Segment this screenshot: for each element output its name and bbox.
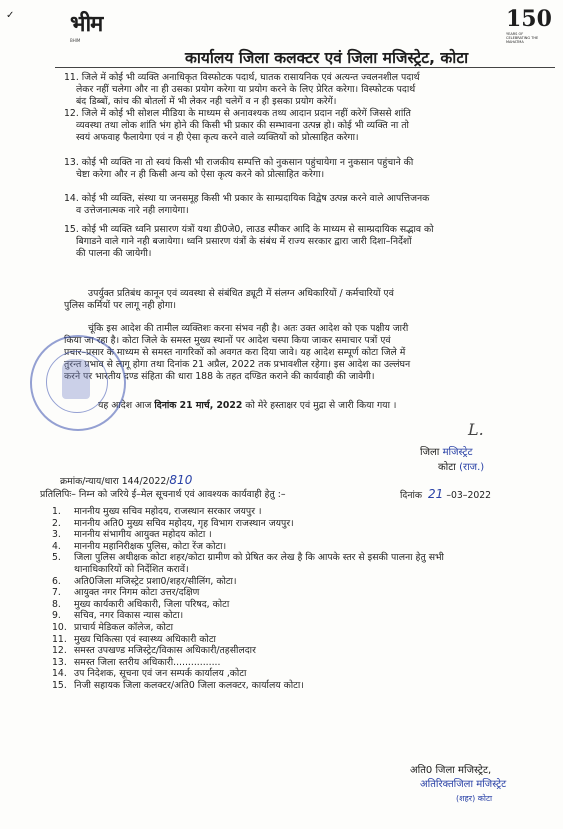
copy-item-text: सचिव, नगर विकास न्यास कोटा। [74,610,184,622]
para-line: किया जा रहा है। कोटा जिले के समस्त मुख्य स्थानों पर आदेश चस्पा किया जाकर समाचार पत्रों एवं [64,334,391,346]
order-number-handwritten: 810 [169,473,193,487]
point-13 [64,157,550,181]
gandhi-150-number: 150 [506,6,552,32]
copy-item-number: 9. [52,610,61,622]
copy-list-item [52,610,183,622]
copy-item-text: समस्त जिला स्तरीय अधिकारी................ [74,656,221,668]
copy-item-number: 3. [52,529,61,541]
para-line: चूंकि इस आदेश की तामील व्यक्तिशः करना संभव नही है। अतः उक्त आदेश को एक पक्षीय जारी [88,323,409,334]
copy-item-number: 14. [52,668,67,680]
para-line: तुरन्त प्रभाव से लागू होगा तथा दिनांक 21 अप्रैल, 2022 तक प्रभावशील रहेगा। इस आदेश का उल्लंघन [64,358,411,370]
ex-parte-paragraph [64,323,550,383]
copy-list-item [52,587,199,599]
point-number: 12. [64,108,79,119]
point-line: कोई भी व्यक्ति ध्वनि प्रसारण यंत्रों यथा डी0जे0, लाउड स्पीकर आदि के माध्यम से साम्प्रदायिक सद्भाव को [81,224,434,235]
copy-item-text: माननीय महानिरीक्षक पुलिस, कोटा रेंज कोटा। [74,540,227,552]
order-date-label: दिनांक [400,490,423,501]
copy-list-item [52,634,216,646]
point-14 [64,193,550,217]
order-date-handwritten: 21 [428,487,444,501]
copy-item-number: 8. [52,598,61,610]
issue-text: यह आदेश आज [98,400,155,411]
tick-mark: ✓ [6,10,15,21]
sig1-state: (राज.) [455,462,485,473]
copy-item-text: निजी सहायक जिला कलक्टर/अति0 जिला कलक्टर, कार्यालय कोटा। [74,680,304,691]
point-line: चेष्टा करेगा और न ही किसी अन्य को ऐसा कृत्य करने को प्रोत्साहित करेगा। [76,168,325,180]
copy-item-number: 15. [52,680,67,691]
issue-date: दिनांक 21 मार्च, 2022 [154,400,243,411]
copy-item-text: माननीय अति0 मुख्य सचिव महोदय, गृह विभाग राजस्थान जयपुर। [74,517,294,529]
copy-list-item [52,645,256,657]
point-line: जिले में कोई भी सोशल मीडिया के माध्यम से अनावश्यक तथ्य आदान प्रदान नहीं करेगें जिससे शांति [81,108,411,119]
copy-item-text: माननीय मुख्य सचिव महोदय, राजस्थान सरकार जयपुर । [74,506,262,517]
header-rule [55,67,555,68]
copy-list-item [52,518,294,530]
copy-item-number: 5. [52,552,61,564]
copy-item-number: 10. [52,622,67,633]
copy-item-number: 6. [52,575,61,587]
bhim-logo-text: भीम [70,11,103,37]
issue-paragraph [64,400,550,412]
point-line: कोई भी व्यक्ति ना तो स्वयं किसी भी राजकीय सम्पत्ति को नुकसान पहुंचायेगा न नुकसान पहुंचाने की [81,157,414,168]
copy-item-text: मुख्य कार्यकारी अधिकारी, जिला परिषद, कोटा [74,598,230,610]
point-line: की पालना की जायेगी। [76,247,152,259]
order-number [60,475,192,488]
copy-item-text: माननीय संभागीय आयुक्त महोदय कोटा । [74,529,212,541]
point-number: 15. [64,224,79,235]
gandhi-150-logo [506,6,552,44]
para-line: प्रचार–प्रसार के माध्यम से समस्त नागरिकों को अवगत करा दिया जावे। यह आदेश सम्पूर्ण कोटा जिले में [64,346,406,358]
magistrate-signature-line1 [420,447,473,459]
adm-signature-line2: अतिरिक्तजिला मजिस्ट्रेट [420,779,507,790]
copy-list-item [52,622,173,634]
point-line: कोई भी व्यक्ति, संस्था या जनसमूह किसी भी प्रकार के साम्प्रदायिक विद्वेष उत्पन्न करने वाले आपत्तिजनक [81,193,430,204]
copy-item-text: जिला पुलिस अधीक्षक कोटा शहर/कोटा ग्रामीण को प्रेषित कर लेख है कि आपके स्तर से इसकी पालना हेतु सभी [74,552,444,564]
sig1-prefix: जिला [420,447,443,458]
point-line: व उत्तेजनात्मक नारे नही लगायेगा। [76,204,189,216]
copy-item-text: मुख्य चिकित्सा एवं स्वास्थ्य अधिकारी कोटा [74,633,216,645]
copy-list-item [52,680,304,692]
exemption-paragraph [64,288,550,312]
copy-list-item [52,668,246,680]
point-number: 11. [64,72,79,83]
para-line: उपर्युक्त प्रतिबंध कानून एवं व्यवस्था से संबंधित ड्यूटी में संलग्न अधिकारियों / कर्मचारियों एवं [88,288,394,299]
issue-text-end: को मेरे हस्ताक्षर एवं मुद्रा से जारी किया गया । [242,400,397,411]
point-line: व्यवस्था तथा लोक शांति भंग होने की किसी भी प्रकार की सम्भावना उत्पन्न हो। कोई भी व्यक्ति ना तो [76,119,409,131]
adm-signature-line3: (शहर) कोटा [456,794,493,803]
point-line: जिले में कोई भी व्यक्ति अनाधिकृत विस्फोटक पदार्थ, घातक रासायनिक एवं अत्यन्त ज्वलनशील पदार्थ [81,72,420,83]
copy-list-item [52,599,229,611]
sig1-place: कोटा [438,462,456,473]
copy-item-text: थानाधिकारियों को निर्देशित करावें। [74,564,189,575]
office-title: कार्यालय जिला कलक्टर एवं जिला मजिस्ट्रेट, कोटा [185,49,469,67]
copy-list-item [52,529,212,541]
copy-item-text: अति0जिला मजिस्ट्रेट प्रशा0/शहर/सीलिंग, कोटा। [74,575,237,587]
copy-heading: प्रतिलिपिः– निम्न को जरिये ई–मेल सूचनार्थ एवं आवश्यक कार्यवाही हेतु :– [40,489,286,500]
copy-item-text: आयुक्त नगर निगम कोटा उत्तर/दक्षिण [74,587,200,599]
copy-item-text: समस्त उपखण्ड मजिस्ट्रेट/विकास अधिकारी/तहसीलदार [74,645,256,657]
order-date [400,489,491,502]
bhim-logo [70,8,130,42]
point-11 [64,72,550,108]
point-line: स्वयं अफवाह फैलायेगा एवं न ही ऐसा कृत्य करने वाले व्यक्तियों को प्रोत्साहित करेगा। [76,131,359,143]
sig1-stamp-text: मजिस्ट्रेट [442,447,473,458]
signature-scribble: L. [468,420,484,439]
copy-item-number: 4. [52,540,61,552]
official-seal [30,335,126,431]
copy-item-text: प्राचार्य मेडिकल कॉलेज, कोटा [74,622,173,633]
gandhi-150-sub: YEARS OF CELEBRATING THE MAHATMA [506,32,539,44]
copy-list-item [52,506,262,518]
copy-list-item [52,552,444,564]
order-date-rest: –03–2022 [446,490,492,501]
point-line: बिगाडने वाले गाने नही बजायेगा। ध्वनि प्रसारण यंत्रों के संबंध में राज्य सरकार द्वारा जारी दिशा–निर्देशों [76,235,412,247]
point-line: लेकर नहीं चलेगा और ना ही उसका प्रयोग करेगा या प्रयोग करने के लिए प्रेरित करेगा। विस्फोटक पदार्थ [76,83,416,95]
para-line: पुलिस कर्मियों पर लागू नही होगा। [64,299,177,311]
point-12 [64,108,550,144]
copy-item-number: 2. [52,517,61,529]
point-number: 13. [64,157,79,168]
copy-list-item [52,576,236,588]
copy-item-number: 13. [52,656,67,668]
copy-item-number: 12. [52,645,67,657]
magistrate-signature-line2 [438,462,484,474]
bhim-logo-sub: BHIM [70,38,81,43]
copy-list-item [52,564,189,576]
copy-item-text: उप निदेशक, सूचना एवं जन सम्पर्क कार्यालय ,कोटा [74,668,247,680]
order-number-label: क्रमांक/न्याय/धारा 144/2022/ [60,476,170,487]
point-15 [64,224,550,260]
state-emblem [62,359,90,399]
copy-item-number: 7. [52,587,61,599]
point-number: 14. [64,193,79,204]
point-line: बंद डिब्बों, कांच की बोतलों में भी लेकर नही चलेगें व न ही इसका प्रयोग करेगें। [76,95,337,107]
copy-item-number: 1. [52,506,61,517]
para-line: करने पर भारतीय दण्ड संहिता की धारा 188 के तहत दण्डित कराने की कार्यवाही की जावेगी। [64,370,375,382]
copy-item-number: 11. [52,633,67,645]
copy-list-item [52,657,220,669]
copy-list-item [52,541,226,553]
adm-signature-line1: अति0 जिला मजिस्ट्रेट, [410,765,492,776]
